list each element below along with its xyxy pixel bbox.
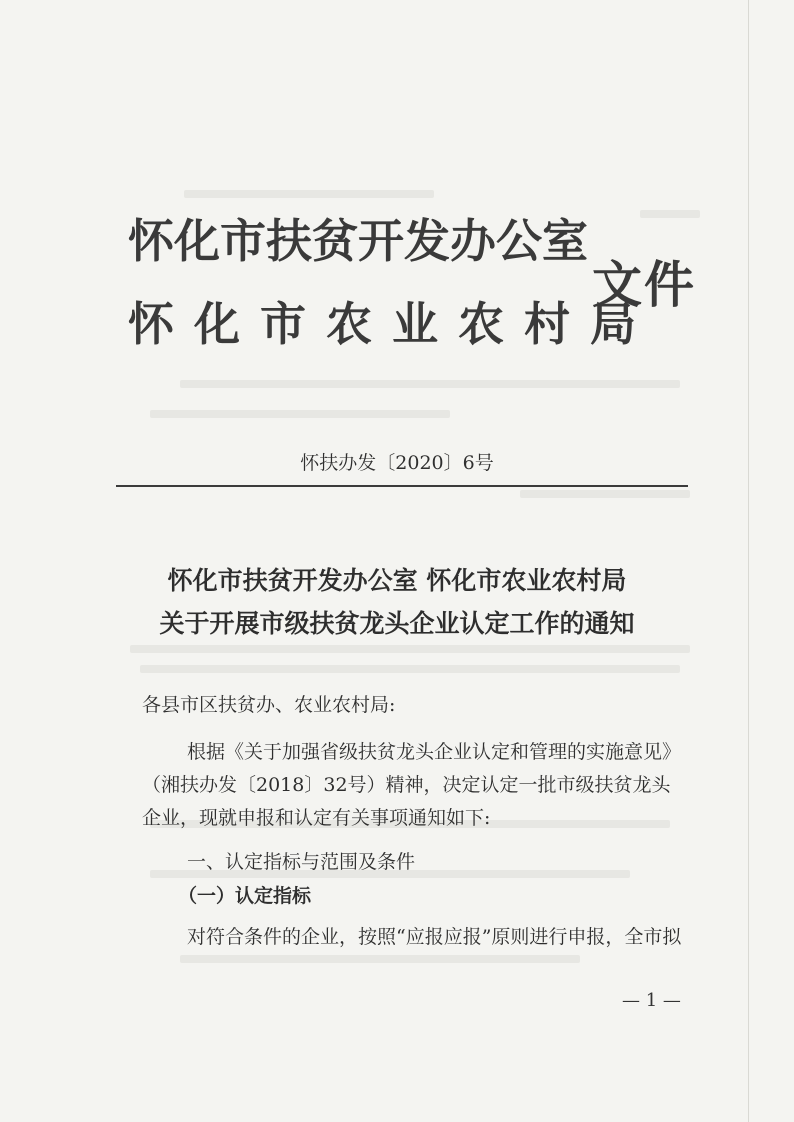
bleed-through-mark bbox=[180, 955, 580, 963]
bleed-through-mark bbox=[180, 380, 680, 388]
issuing-org-line-1: 怀化市扶贫开发办公室 bbox=[128, 214, 588, 268]
subsection-heading-1: （一）认定指标 bbox=[178, 885, 312, 907]
notice-title-line-2: 关于开展市级扶贫龙头企业认定工作的通知 bbox=[159, 609, 635, 638]
section-heading-1: 一、认定指标与范围及条件 bbox=[187, 851, 416, 873]
bleed-through-mark bbox=[520, 490, 690, 498]
bleed-through-mark bbox=[150, 410, 450, 418]
paragraph-1-line-1: 根据《关于加强省级扶贫龙头企业认定和管理的实施意见》 bbox=[187, 741, 682, 763]
document-type-label: 文件 bbox=[592, 256, 696, 314]
page-number: — 1 — bbox=[622, 990, 681, 1011]
notice-title-line-1: 怀化市扶贫开发办公室 怀化市农业农村局 bbox=[167, 566, 627, 595]
bleed-through-mark bbox=[640, 210, 700, 218]
bleed-through-mark bbox=[184, 190, 434, 198]
paragraph-2-line-1: 对符合条件的企业，按照“应报应报”原则进行申报，全市拟 bbox=[187, 926, 682, 948]
bleed-through-mark bbox=[130, 645, 690, 653]
paragraph-1-line-3: 企业，现就申报和认定有关事项通知如下: bbox=[142, 807, 491, 829]
document-number: 怀扶办发〔2020〕6号 bbox=[300, 452, 494, 474]
paragraph-1-line-2: （湘扶办发〔2018〕32号）精神，决定认定一批市级扶贫龙头 bbox=[142, 774, 671, 796]
salutation: 各县市区扶贫办、农业农村局: bbox=[142, 694, 396, 716]
header-divider bbox=[116, 485, 688, 487]
issuing-org-line-2: 怀化市农业农村局 bbox=[128, 297, 656, 351]
bleed-through-mark bbox=[140, 665, 680, 673]
